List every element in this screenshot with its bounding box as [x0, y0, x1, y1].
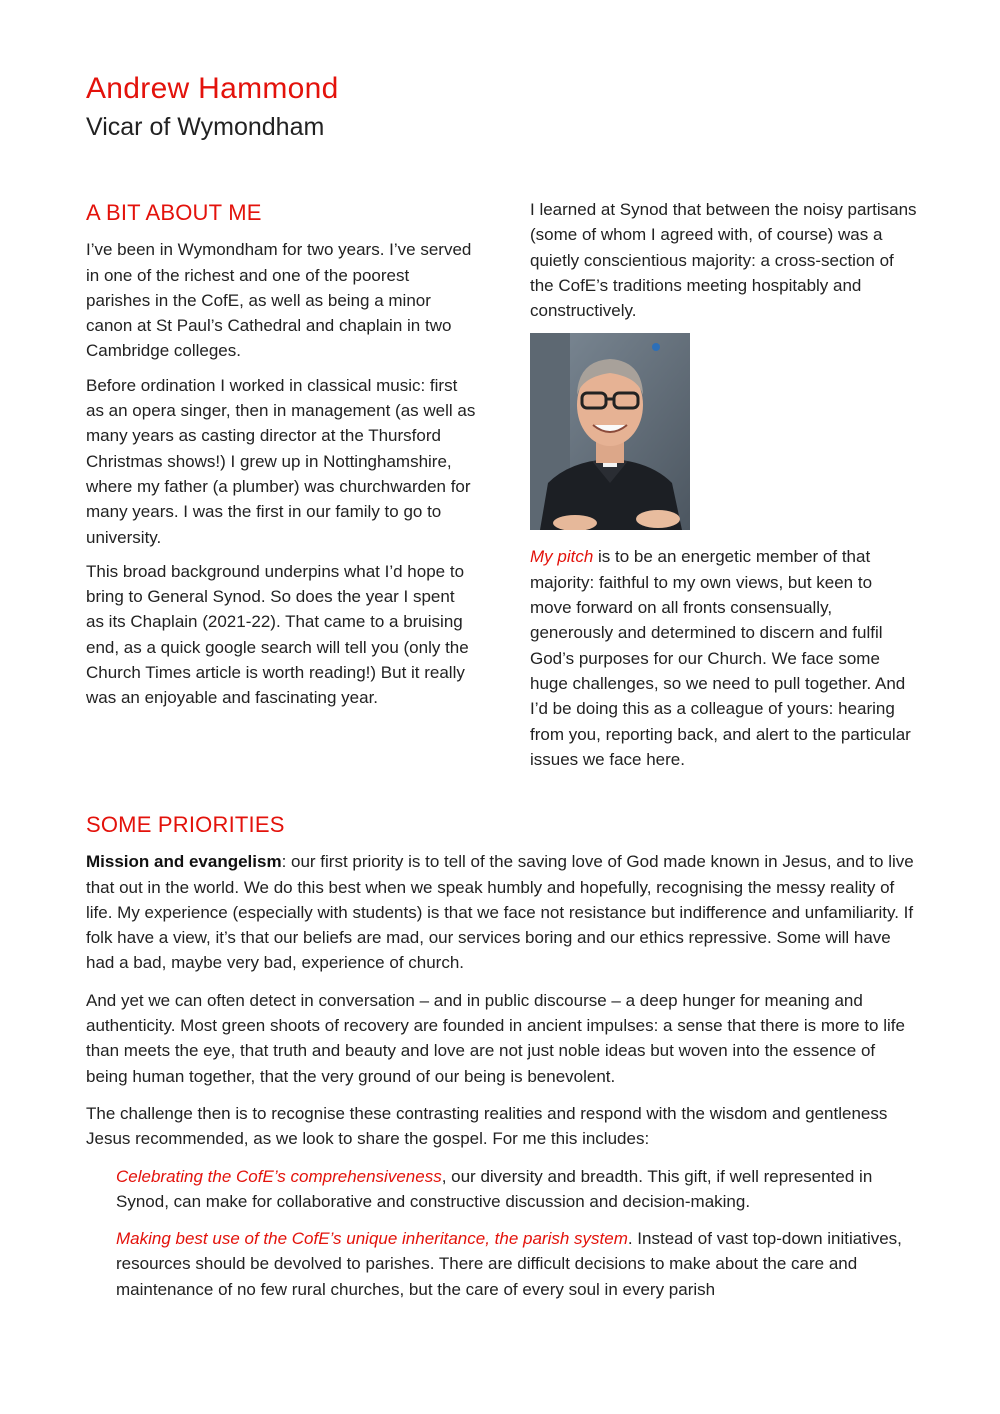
priority-item-1-lead: Celebrating the CofE’s comprehensiveness — [116, 1166, 442, 1186]
synod-paragraph: I learned at Synod that between the noisy partisans (some of whom I agreed with, of course) was a quietly conscientious majority: a cross-section of the CofE’s traditions meeting hospitably and constructively. — [530, 200, 917, 321]
pitch-paragraph — [530, 544, 918, 772]
about-paragraph-2: Before ordination I worked in classical music: first as an opera singer, then in management (as well as many years as casting director at the Thursford Christmas shows!) I grew up in Nottinghamshire, where my father (a plumber) was churchwarden for many years. I was the first in our family to go to university. — [86, 375, 476, 547]
portrait-photo — [530, 333, 690, 530]
priorities-paragraph-3: The challenge then is to recognise these contrasting realities and respond with the wisdom and gentleness Jesus recommended, as we look to share the gospel. For me this includes: — [86, 1103, 888, 1149]
candidate-name: Andrew Hammond — [86, 72, 339, 105]
priorities-heading: SOME PRIORITIES — [86, 812, 285, 837]
priority-item-2-rest: . Instead of vast top-down initiatives, resources should be devolved to parishes. There are difficult decisions to make about the care and maintenance of no few rural churches, but the care of every soul in every parish — [116, 1229, 902, 1299]
pitch-lead: My pitch — [530, 547, 594, 567]
about-left-column — [86, 200, 476, 720]
priority-item-1-rest: , our diversity and breadth. This gift, if well represented in Synod, can make for collaborative and constructive discussion and decision-making. — [116, 1166, 873, 1211]
about-right-column — [530, 197, 918, 781]
priorities-section — [86, 812, 921, 1314]
priority-item-2-lead: Making best use of the CofE’s unique inheritance, the parish system — [116, 1229, 628, 1249]
candidate-role: Vicar of Wymondham — [86, 113, 325, 141]
about-paragraph-1: I’ve been in Wymondham for two years. I’ve served in one of the richest and one of the poorest parishes in the CofE, as well as being a minor canon at St Paul’s Cathedral and chaplain in two Cambridge colleges. — [86, 240, 472, 361]
pitch-rest: is to be an energetic member of that majority: faithful to my own views, but keen to move forward on all fronts consensually, generously and determined to discern and fulfil God’s purposes for our Church. We face some huge challenges, so we need to pull together. And I’d be doing this as a colleague of yours: hearing from you, reporting back, and alert to the particular issues we face here. — [530, 547, 911, 769]
priority-item-1 — [116, 1164, 921, 1215]
about-heading: A BIT ABOUT ME — [86, 200, 262, 225]
priority-item-2 — [116, 1226, 921, 1302]
priorities-paragraph-2: And yet we can often detect in conversation – and in public discourse – a deep hunger for meaning and authenticity. Most green shoots of recovery are founded in ancient impulses: a sense that there is more to life than meets the eye, that truth and beauty and love are not just noble ideas but woven into the essence of being human together, that the very ground of our being is benevolent. — [86, 990, 905, 1086]
mission-paragraph — [86, 849, 921, 975]
about-paragraph-3: This broad background underpins what I’d hope to bring to General Synod. So does the year I spent as its Chaplain (2021-22). That came to a bruising end, as a quick google search will tell you (only the Church Times article is worth reading!) But it really was an enjoyable and fascinating year. — [86, 561, 469, 708]
mission-lead: Mission and evangelism — [86, 852, 282, 872]
mission-rest: : our first priority is to tell of the saving love of God made known in Jesus, and to live that out in the world. We do this best when we speak humbly and hopefully, recognising the messy reality of life. My experience (especially with students) is that we face not resistance but indifference and unfamiliarity. If folk have a view, it’s that our beliefs are mad, our services boring and our ethics repressive. Some will have had a bad, maybe very bad, experience of church. — [86, 852, 914, 973]
